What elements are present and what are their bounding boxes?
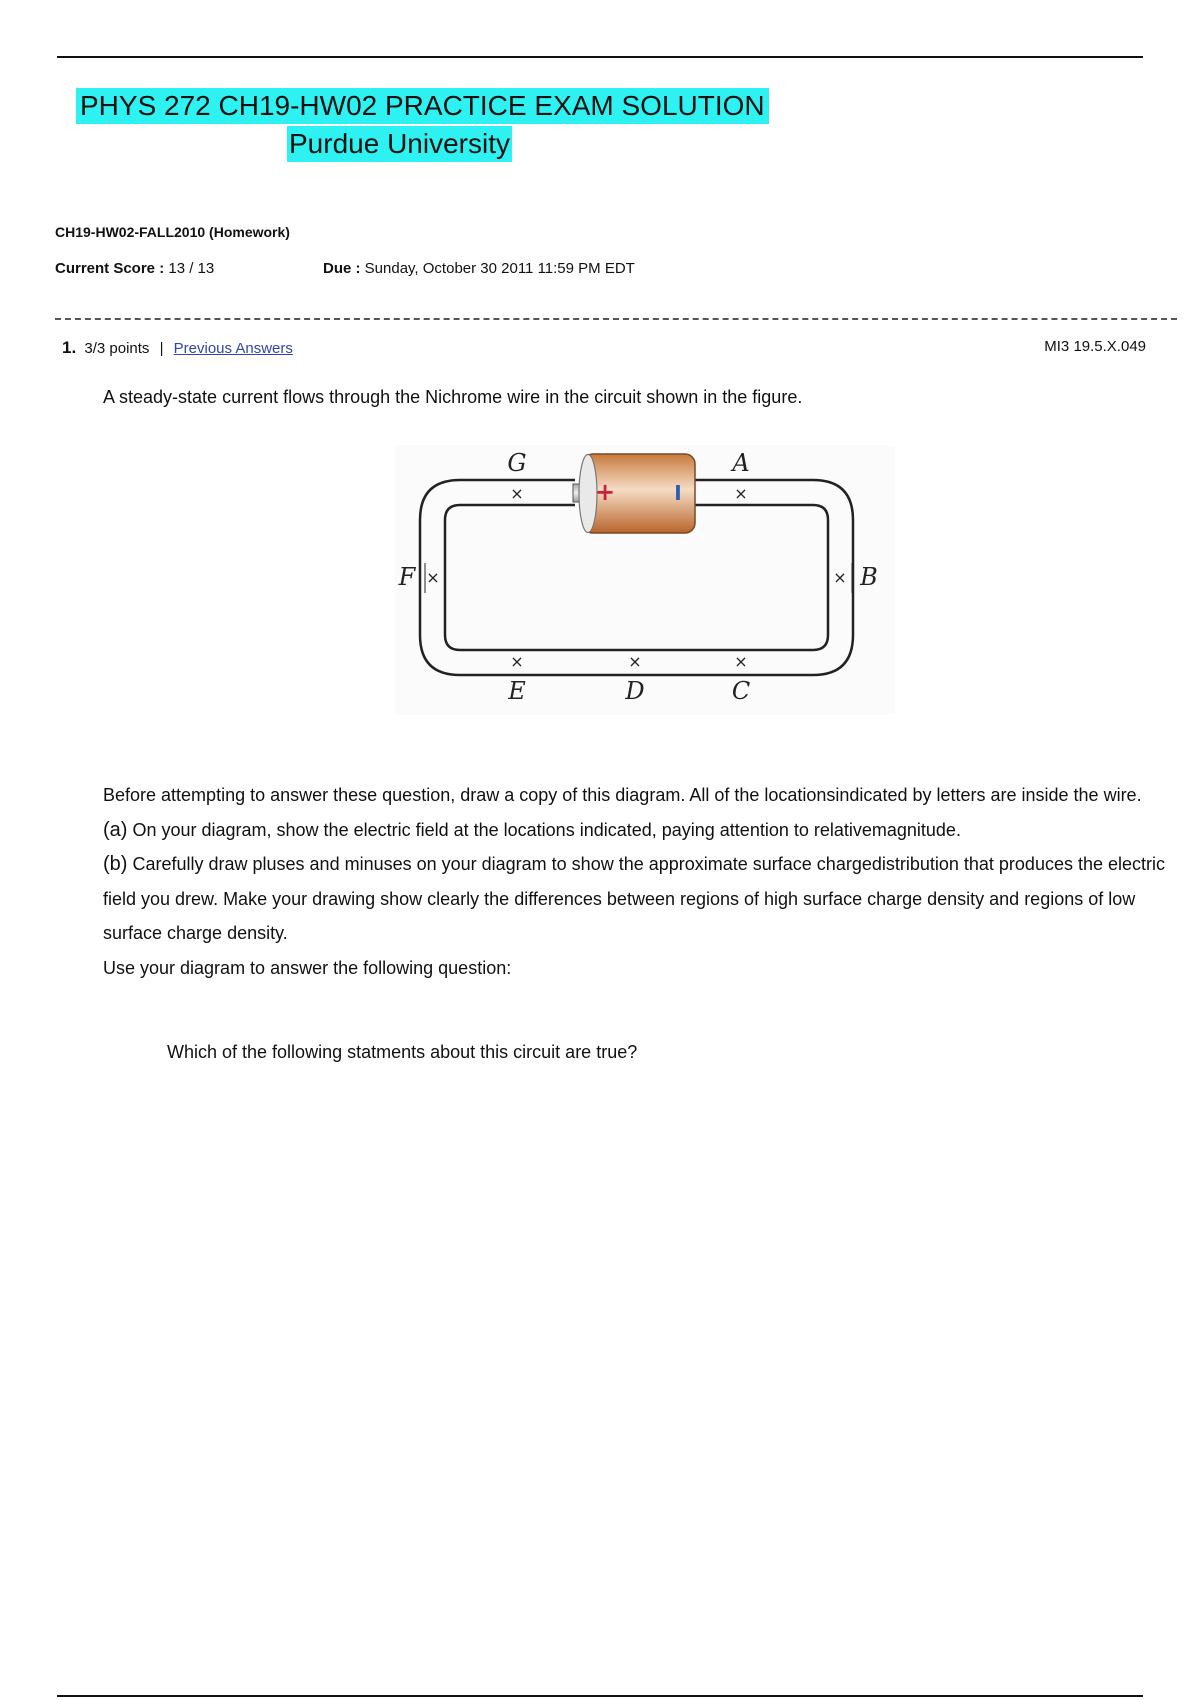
assignment-name: CH19-HW02-FALL2010 (Homework) bbox=[55, 224, 290, 240]
use-diagram-text: Use your diagram to answer the following question: bbox=[103, 957, 512, 978]
marker-b: × bbox=[833, 568, 847, 587]
question-points: 3/3 points bbox=[84, 340, 150, 357]
current-score bbox=[55, 260, 214, 277]
marker-c: × bbox=[734, 652, 748, 671]
label-c: C bbox=[731, 677, 751, 705]
score-value: 13 / 13 bbox=[168, 260, 215, 277]
due-label: Due : bbox=[323, 260, 361, 277]
previous-answers-link[interactable]: Previous Answers bbox=[173, 340, 293, 357]
part-a-text: On your diagram, show the electric field at the locations indicated, paying attention to relativemagnitude. bbox=[132, 819, 961, 840]
label-b: B bbox=[860, 563, 878, 591]
marker-f: × bbox=[426, 568, 440, 587]
marker-a: × bbox=[734, 484, 748, 503]
part-b-text: Carefully draw pluses and minuses on your diagram to show the approximate surface chargedistribution that produces the electric field you drew. Make your drawing show clearly the differences between regions of high surface charge density and regions of low surface charge density. bbox=[103, 854, 1166, 943]
question-prompt: Which of the following statments about this circuit are true? bbox=[167, 1042, 638, 1062]
due-value: Sunday, October 30 2011 11:59 PM EDT bbox=[364, 260, 635, 277]
label-e: E bbox=[508, 677, 526, 705]
question-reference: MI3 19.5.X.049 bbox=[1044, 338, 1146, 355]
due-date bbox=[323, 260, 635, 277]
question-stem: A steady-state current flows through the Nichrome wire in the circuit shown in the figure. bbox=[103, 387, 803, 407]
part-a-letter: (a) bbox=[103, 818, 128, 841]
points-separator: | bbox=[159, 340, 164, 357]
battery-minus-sign: I bbox=[674, 481, 682, 505]
label-g: G bbox=[507, 449, 527, 477]
instructions-text: Before attempting to answer these question, draw a copy of this diagram. All of the locationsindicated by letters are inside the wire. bbox=[103, 785, 1142, 805]
marker-e: × bbox=[510, 652, 524, 671]
marker-g: × bbox=[510, 484, 524, 503]
part-a bbox=[103, 813, 1183, 848]
battery bbox=[573, 454, 695, 533]
question-header bbox=[62, 338, 293, 358]
document-title: PHYS 272 CH19-HW02 PRACTICE EXAM SOLUTION bbox=[76, 88, 769, 124]
bottom-rule bbox=[57, 1695, 1143, 1697]
document-subtitle: Purdue University bbox=[287, 126, 512, 162]
label-d: D bbox=[625, 677, 645, 705]
part-b bbox=[103, 847, 1183, 951]
top-rule bbox=[57, 56, 1143, 58]
label-a: A bbox=[732, 449, 750, 477]
marker-d: × bbox=[628, 652, 642, 671]
label-f: F bbox=[398, 563, 416, 591]
part-b-letter: (b) bbox=[103, 853, 128, 875]
dashed-divider bbox=[55, 318, 1177, 320]
instructions-block bbox=[103, 778, 1183, 985]
circuit-figure bbox=[395, 445, 895, 715]
battery-plus-sign: + bbox=[594, 478, 616, 506]
score-label: Current Score : bbox=[55, 260, 165, 277]
question-number: 1. bbox=[62, 338, 77, 357]
